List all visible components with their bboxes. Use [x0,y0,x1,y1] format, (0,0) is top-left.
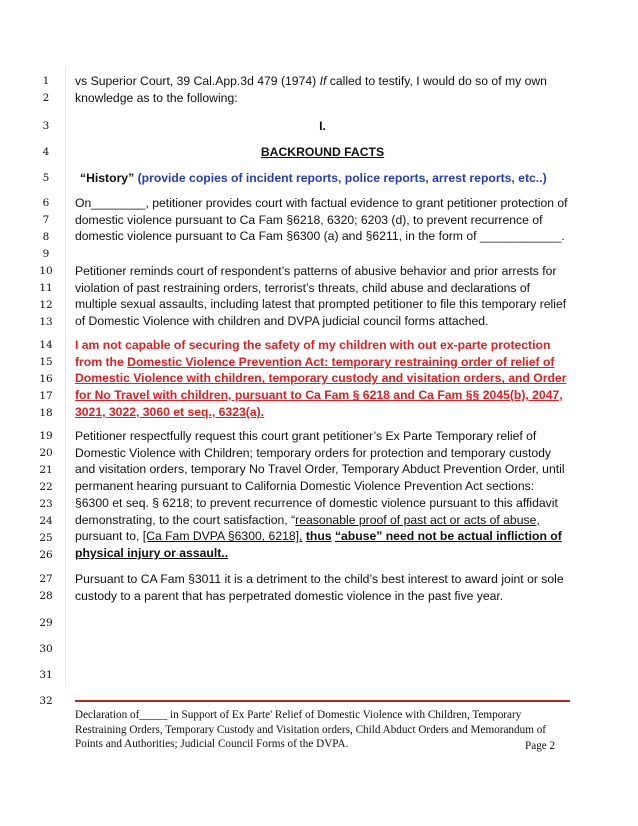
line-number: 24 [39,515,53,527]
line-number: 16 [39,373,53,385]
line-number: 29 [39,617,53,629]
history-line [80,170,575,187]
line-number: 17 [39,390,53,402]
line-number: 19 [39,430,53,442]
page-number: Page 2 [525,740,556,752]
line-number: 25 [39,532,53,544]
request-text-2: pursuant to, [75,529,143,544]
custody-paragraph: Pursuant to CA Fam §3011 it is a detriment to the child’s best interest to award joint or sole custody to a parent that has perpetrated domestic violence in the past five year. [75,572,564,603]
line-number: 13 [39,316,53,328]
intro-text-2: called to testify, I would do so of my own knowledge as to the following: [75,74,547,105]
line-number: 11 [39,282,53,294]
history-label: “History” [80,171,135,185]
factual-evidence-paragraph: On________, petitioner provides court with factual evidence to grant petitioner protection of domestic violence pursuant to Ca Fam §6218, 6320; 6203 (d), to prevent recurrence of domestic violence pursuant to Ca Fam §6300 (a) and §6211, in the form of ____________. [75,196,568,244]
line-number: 4 [42,146,50,158]
line-number: 22 [39,481,53,493]
line-number: 6 [42,197,50,209]
line-number: 18 [39,407,53,419]
abusive-behavior-paragraph: Petitioner reminds court of respondent’s patterns of abusive behavior and prior arrests for violation of past restraining orders, terrorist’s threats, child abuse and declarations of multiple sexual assaults, including latest that prompted petitioner to file this temporary relief of Domestic Violence with children and DVPA judicial council forms attached. [75,264,567,329]
line-number: 20 [39,447,53,459]
request-abuse-definition: “abuse” need not be actual infliction of physical injury or assault.. [75,529,562,560]
line-number: 2 [42,92,50,104]
line-number: 12 [39,299,53,311]
line-number: 14 [39,339,53,351]
request-text-1: Petitioner respectfully request this court grant petitioner’s Ex Parte Temporary relief of Domestic Violence with Children; temporary orders for protection and temporary custody and visitation orders, temporary No Travel Order, Temporary Abduct Prevention Order, until permanent hearing pursuant to California Domestic Violence Prevention Act sections: §6300 et seq. § 6218; to prevent recurrence of domestic violence pursuant to this affidavit demonstrating, to the court satisfaction, “ [75,429,565,527]
dvpa-orders-text: Domestic Violence Prevention Act: temporary restraining order of relief of Domestic Violence with children, temporary custody and visitation orders, and Order for No Travel with children, pursuant to Ca Fam § 6218 and Ca Fam §§ 2045(b), 2047, 3021, 3022, 3060 et seq., 6323(a). [75,354,567,419]
footer-text: Declaration of_____ in Support of Ex Parte' Relief of Domestic Violence with Children, Temporary Restraining Orders, Temporary Custody and Visitation orders, Child Abduct Orders and Memorandum of Points and Authorities; Judicial Council Forms of the DVPA. [75,709,547,751]
line-number-rule [65,66,66,686]
line-number: 10 [39,265,53,277]
section-numeral: I. [319,119,326,133]
request-thus: thus [305,529,332,544]
request-reasonable-proof: reasonable proof of past act or acts of abuse, [295,512,540,527]
line-number: 7 [42,214,50,226]
intro-if: If [319,74,327,88]
line-number: 21 [39,464,53,476]
section-title: BACKROUND FACTS [260,145,385,159]
line-number: 32 [39,695,53,707]
intro-paragraph [75,73,570,106]
line-number: 27 [39,573,53,585]
line-number: 5 [42,172,50,184]
line-number: 15 [39,356,53,368]
safety-statement-paragraph [75,337,570,421]
request-citation: [Ca Fam DVPA §6300, 6218], [142,529,303,544]
intro-text-1: vs Superior Court, 39 Cal.App.3d 479 (1974) [75,74,320,88]
line-number: 9 [42,248,50,260]
line-number: 31 [39,669,53,681]
line-number: 28 [39,590,53,602]
safety-statement-text: I am not capable of securing the safety of my children with out ex-parte protection from the [75,338,551,369]
ex-parte-request-paragraph [75,428,570,562]
line-number: 1 [42,75,50,87]
line-number: 30 [39,643,53,655]
line-number: 3 [42,120,50,132]
line-number: 23 [39,498,53,510]
line-number: 26 [39,549,53,561]
footer-divider [75,700,570,702]
history-note: (provide copies of incident reports, police reports, arrest reports, etc..) [134,171,547,185]
line-number: 8 [42,231,50,243]
